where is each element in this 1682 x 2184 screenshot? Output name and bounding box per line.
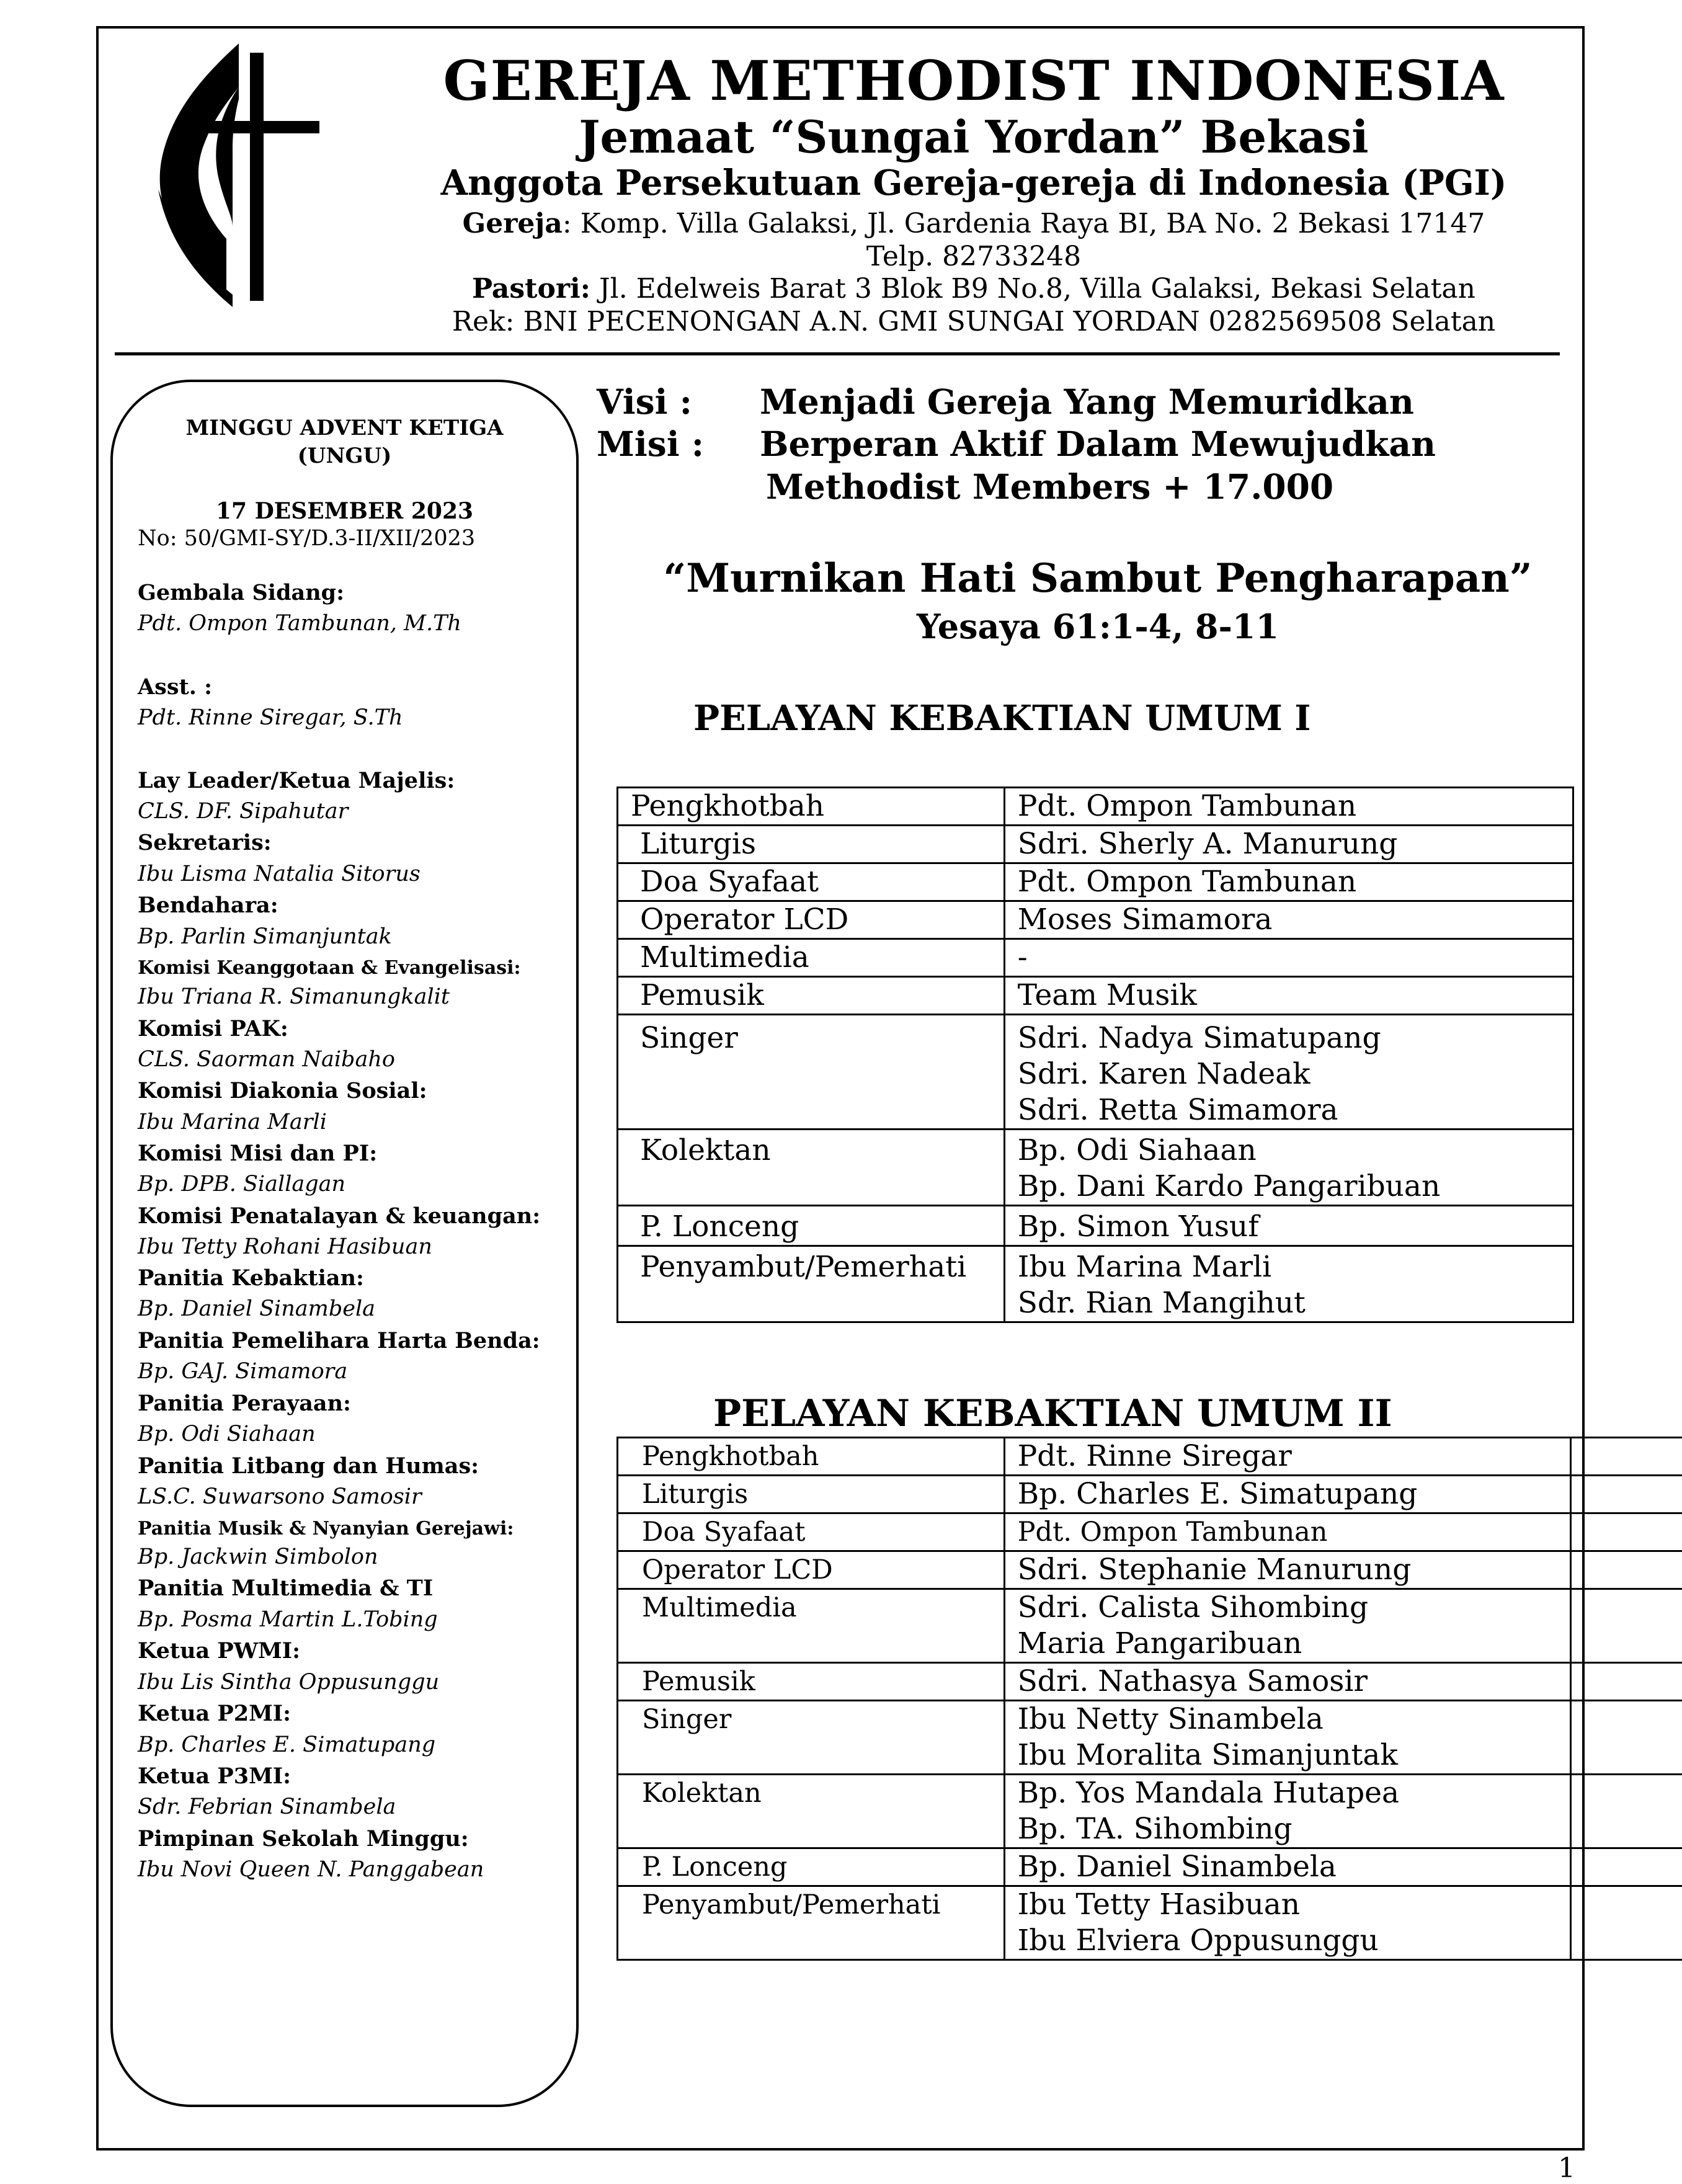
servant-name: Sdri. Calista Sihombing — [1017, 1590, 1369, 1625]
servant-name: Moses Simamora — [1017, 903, 1273, 937]
service-1-heading: PELAYAN KEBAKTIAN UMUM I — [693, 698, 1311, 739]
role-cell: P. Lonceng — [618, 1848, 1005, 1886]
officer-role: Panitia Musik & Nyanyian Gerejawi: — [138, 1518, 514, 1540]
membership-line: Anggota Persekutuan Gereja-gereja di Indonesia (PGI) — [440, 163, 1507, 203]
header-divider — [115, 352, 1560, 355]
officer-name: Ibu Lisma Natalia Sitorus — [138, 862, 420, 886]
table-rule — [1572, 1700, 1682, 1701]
officer-role: Komisi Diakonia Sosial: — [138, 1078, 427, 1103]
parsonage-label: Pastori: — [472, 273, 590, 305]
table-rule — [1572, 1550, 1682, 1552]
servant-name: Sdri. Nathasya Samosir — [1017, 1664, 1368, 1698]
table-row — [618, 939, 1573, 977]
sidebar-date: 17 DESEMBER 2023 — [215, 498, 474, 524]
name-cell — [1004, 1589, 1570, 1663]
scripture-reference: Yesaya 61:1-4, 8-11 — [916, 607, 1279, 646]
officer-role: Komisi Keanggotaan & Evangelisasi: — [138, 957, 521, 979]
name-cell — [1004, 901, 1573, 939]
parsonage-address-line — [323, 273, 1625, 305]
table-rule — [1572, 1847, 1682, 1849]
officer-name: Bp. Odi Siahaan — [138, 1422, 316, 1446]
name-cell — [1004, 1015, 1573, 1130]
table-rule — [1572, 1773, 1682, 1775]
role-cell: Liturgis — [618, 1476, 1005, 1513]
table-row — [618, 1663, 1571, 1701]
officer-role: Panitia Kebaktian: — [138, 1265, 364, 1291]
servant-name: Bp. TA. Sihombing — [1017, 1812, 1293, 1846]
role-cell: Operator LCD — [618, 901, 1005, 939]
servant-name: Pdt. Ompon Tambunan — [1017, 789, 1357, 823]
name-cell — [1004, 788, 1573, 826]
servant-name: Sdr. Rian Mangihut — [1017, 1286, 1306, 1320]
servant-name: Ibu Moralita Simanjuntak — [1017, 1738, 1398, 1772]
role-cell: Pengkhotbah — [618, 1438, 1005, 1476]
officer-name: Bp. Jackwin Simbolon — [138, 1544, 378, 1569]
church-address: : Komp. Villa Galaksi, Jl. Gardenia Raya BI, BA No. 2 Bekasi 17147 — [562, 208, 1485, 239]
officer-name: Pdt. Ompon Tambunan, M.Th — [138, 611, 461, 636]
servant-name: Ibu Netty Sinambela — [1017, 1702, 1324, 1736]
table-row — [618, 863, 1573, 901]
misi-label: Misi : — [597, 424, 705, 464]
sermon-theme: “Murnikan Hati Sambut Pengharapan” — [663, 555, 1533, 602]
congregation-name: Jemaat “Sungai Yordan” Bekasi — [579, 110, 1369, 163]
servant-name: Sdri. Retta Simamora — [1017, 1093, 1338, 1127]
servant-name: Bp. Daniel Sinambela — [1017, 1850, 1337, 1884]
misi-text: Berperan Aktif Dalam Mewujudkan — [760, 424, 1436, 464]
servant-name: Bp. Dani Kardo Pangaribuan — [1017, 1169, 1441, 1203]
role-cell: Singer — [618, 1015, 1005, 1130]
table-rule — [1572, 1437, 1682, 1438]
servant-name: Sdri. Sherly A. Manurung — [1017, 827, 1398, 861]
officer-name: CLS. DF. Sipahutar — [138, 799, 349, 824]
servant-name: Bp. Simon Yusuf — [1017, 1210, 1259, 1244]
table-row — [618, 788, 1573, 826]
officer-role: Asst. : — [138, 674, 213, 700]
table-row — [618, 1130, 1573, 1206]
table-rule — [1572, 1588, 1682, 1590]
officer-role: Panitia Litbang dan Humas: — [138, 1453, 479, 1479]
name-cell — [1004, 1246, 1573, 1322]
church-title: GEREJA METHODIST INDONESIA — [443, 48, 1505, 113]
church-address-line — [323, 208, 1625, 240]
servant-name: Pdt. Rinne Siregar — [1017, 1439, 1292, 1473]
officer-role: Pimpinan Sekolah Minggu: — [138, 1826, 469, 1852]
servant-name: Team Musik — [1017, 978, 1197, 1012]
misi-text-continued: Methodist Members + 17.000 — [766, 466, 1334, 507]
role-cell: Doa Syafaat — [618, 1513, 1005, 1551]
visi-label: Visi : — [597, 381, 692, 422]
servant-name: Bp. Charles E. Simatupang — [1017, 1477, 1418, 1511]
officer-role: Ketua PWMI: — [138, 1638, 301, 1664]
visi-text: Menjadi Gereja Yang Memuridkan — [760, 381, 1414, 422]
role-cell: Doa Syafaat — [618, 863, 1005, 901]
name-cell — [1004, 863, 1573, 901]
table-row — [618, 1206, 1573, 1246]
sidebar-liturgical-color: (UNGU) — [297, 443, 392, 468]
officer-name: Bp. Daniel Sinambela — [138, 1296, 376, 1321]
officer-name: CLS. Saorman Naibaho — [138, 1047, 395, 1072]
table-row — [618, 1589, 1571, 1663]
church-address-label: Gereja — [462, 208, 563, 239]
servant-name: Bp. Odi Siahaan — [1017, 1133, 1257, 1167]
servant-name: Pdt. Ompon Tambunan — [1017, 1517, 1328, 1548]
servant-name: Sdri. Karen Nadeak — [1017, 1057, 1310, 1091]
role-cell: Multimedia — [618, 1589, 1005, 1663]
servant-name: Ibu Elviera Oppusunggu — [1017, 1923, 1379, 1958]
role-cell: Pemusik — [618, 977, 1005, 1015]
servant-name: Ibu Tetty Hasibuan — [1017, 1888, 1301, 1922]
officer-role: Sekretaris: — [138, 830, 272, 855]
service-1-table — [616, 787, 1574, 1323]
officer-name: Ibu Triana R. Simanungkalit — [138, 984, 450, 1009]
role-cell: Pemusik — [618, 1663, 1005, 1701]
officer-role: Panitia Pemelihara Harta Benda: — [138, 1328, 540, 1353]
role-cell: Singer — [618, 1701, 1005, 1775]
officer-role: Panitia Multimedia & TI — [138, 1576, 434, 1601]
servant-name: Maria Pangaribuan — [1017, 1626, 1302, 1660]
officer-role: Bendahara: — [138, 893, 278, 918]
officer-role: Komisi Misi dan PI: — [138, 1141, 378, 1166]
name-cell — [1004, 1551, 1570, 1589]
table-row — [618, 1551, 1571, 1589]
servant-name: Sdri. Nadya Simatupang — [1017, 1021, 1381, 1055]
table-row — [618, 1476, 1571, 1513]
servant-name: - — [1017, 940, 1028, 974]
officer-name: Ibu Lis Sintha Oppusunggu — [138, 1670, 440, 1695]
table-row — [618, 1775, 1571, 1848]
cross-and-flame-logo — [146, 40, 326, 313]
officer-name: Bp. Charles E. Simatupang — [138, 1732, 436, 1757]
table-rule — [1572, 1662, 1682, 1664]
servant-name: Sdri. Stephanie Manurung — [1017, 1553, 1412, 1587]
officer-name: Ibu Tetty Rohani Hasibuan — [138, 1234, 432, 1259]
sidebar-occasion: MINGGU ADVENT KETIGA — [185, 416, 504, 440]
name-cell — [1004, 1130, 1573, 1206]
service-2-heading: PELAYAN KEBAKTIAN UMUM II — [713, 1392, 1392, 1435]
officer-role: Komisi PAK: — [138, 1016, 288, 1041]
role-cell: Penyambut/Pemerhati — [618, 1246, 1005, 1322]
page-number: 1 — [1558, 2152, 1575, 2184]
name-cell — [1004, 1513, 1570, 1551]
officer-role: Gembala Sidang: — [138, 580, 345, 605]
table-row — [618, 1015, 1573, 1130]
table-rule — [1572, 1959, 1682, 1961]
table-rule — [1572, 1474, 1682, 1476]
officer-name: Ibu Novi Queen N. Panggabean — [138, 1857, 484, 1882]
name-cell — [1004, 939, 1573, 977]
table-row — [618, 826, 1573, 863]
name-cell — [1004, 1476, 1570, 1513]
bank-account: Rek: BNI PECENONGAN A.N. GMI SUNGAI YORDAN 0282569508 Selatan — [452, 306, 1496, 337]
bulletin-number: No: 50/GMI-SY/D.3-II/XII/2023 — [138, 526, 476, 551]
officer-name: Bp. Parlin Simanjuntak — [138, 924, 392, 949]
table-row — [618, 977, 1573, 1015]
role-cell: Kolektan — [618, 1130, 1005, 1206]
officer-name: Ibu Marina Marli — [138, 1110, 327, 1134]
table-row — [618, 1438, 1571, 1476]
servant-name: Ibu Marina Marli — [1017, 1250, 1272, 1284]
officer-name: Pdt. Rinne Siregar, S.Th — [138, 705, 403, 730]
role-cell: Multimedia — [618, 939, 1005, 977]
name-cell — [1004, 977, 1573, 1015]
name-cell — [1004, 1886, 1570, 1960]
name-cell — [1004, 1848, 1570, 1886]
phone-number: Telp. 82733248 — [866, 241, 1082, 272]
name-cell — [1004, 1438, 1570, 1476]
table-row — [618, 1848, 1571, 1886]
role-cell: Pengkhotbah — [618, 788, 1005, 826]
table-2-overflow-column — [1572, 1437, 1682, 1961]
servant-name: Pdt. Ompon Tambunan — [1017, 865, 1357, 899]
name-cell — [1004, 826, 1573, 863]
role-cell: P. Lonceng — [618, 1206, 1005, 1246]
officer-role: Panitia Perayaan: — [138, 1391, 351, 1416]
servant-name: Bp. Yos Mandala Hutapea — [1017, 1776, 1400, 1810]
table-rule — [1572, 1885, 1682, 1887]
role-cell: Operator LCD — [618, 1551, 1005, 1589]
officer-role: Lay Leader/Ketua Majelis: — [138, 768, 455, 793]
officer-role: Ketua P2MI: — [138, 1701, 291, 1726]
name-cell — [1004, 1206, 1573, 1246]
role-cell: Kolektan — [618, 1775, 1005, 1848]
name-cell — [1004, 1663, 1570, 1701]
name-cell — [1004, 1701, 1570, 1775]
service-2-table — [616, 1437, 1572, 1961]
officer-name: Bp. GAJ. Simamora — [138, 1359, 348, 1384]
officer-name: Bp. Posma Martin L.Tobing — [138, 1607, 438, 1632]
name-cell — [1004, 1775, 1570, 1848]
table-row — [618, 1886, 1571, 1960]
table-rule — [1572, 1512, 1682, 1514]
officer-name: LS.C. Suwarsono Samosir — [138, 1484, 422, 1509]
table-row — [618, 901, 1573, 939]
role-cell: Penyambut/Pemerhati — [618, 1886, 1005, 1960]
officer-name: Sdr. Febrian Sinambela — [138, 1794, 396, 1819]
role-cell: Liturgis — [618, 826, 1005, 863]
table-row — [618, 1246, 1573, 1322]
officer-role: Komisi Penatalayan & keuangan: — [138, 1203, 541, 1229]
officer-name: Bp. DPB. Siallagan — [138, 1172, 346, 1197]
table-rule — [1572, 1437, 1682, 1438]
parsonage-address: Jl. Edelweis Barat 3 Blok B9 No.8, Villa Galaksi, Bekasi Selatan — [590, 273, 1475, 305]
table-row — [618, 1513, 1571, 1551]
officer-role: Ketua P3MI: — [138, 1763, 291, 1789]
table-row — [618, 1701, 1571, 1775]
